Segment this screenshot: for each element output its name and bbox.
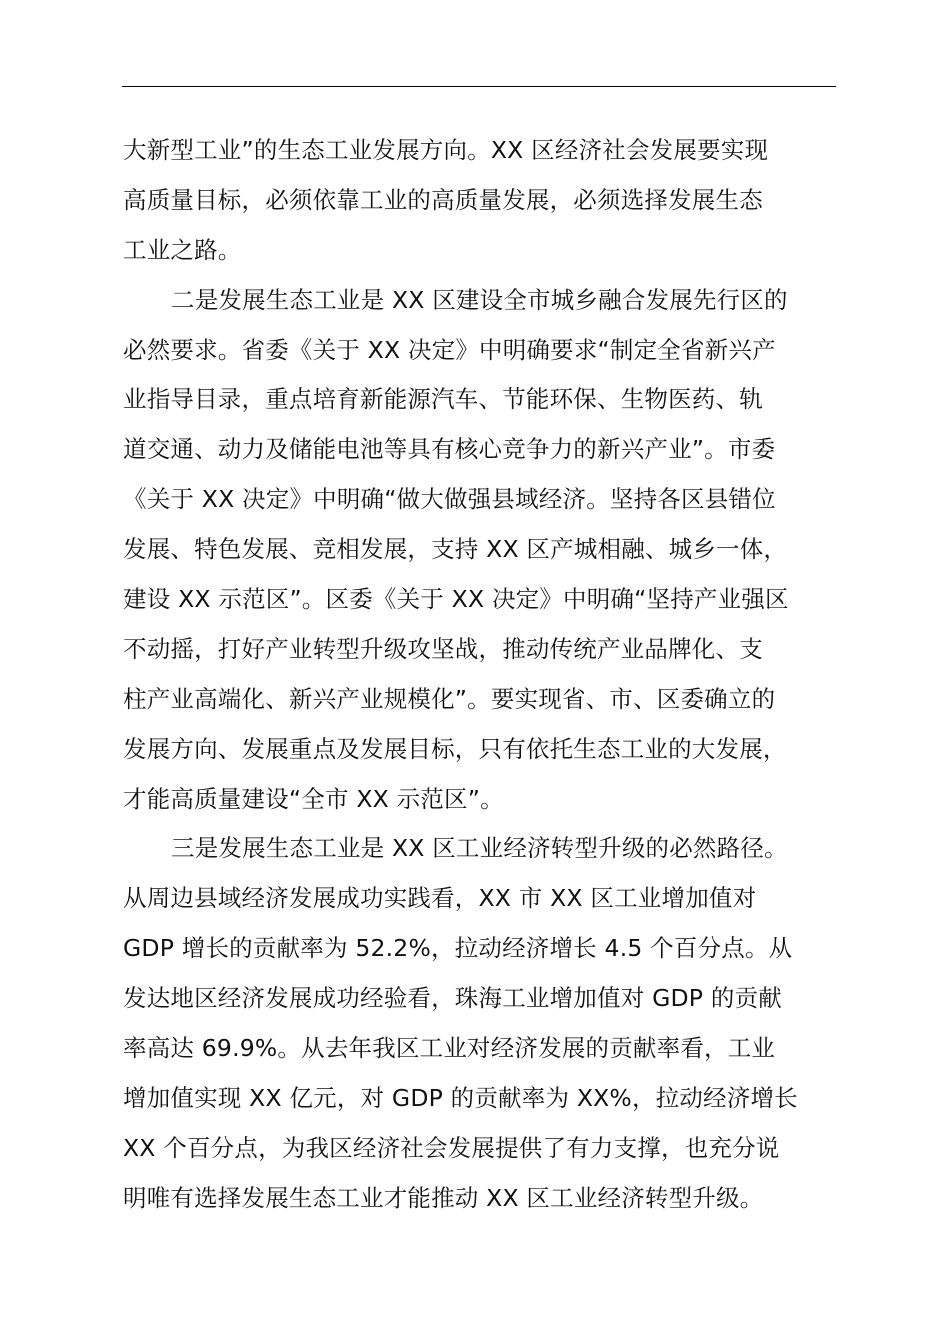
text-line: 工业之路。 bbox=[123, 235, 242, 264]
paragraph-start-line: 三是发展生态工业是 XX 区工业经济转型升级的必然路径。 bbox=[171, 834, 788, 863]
text-line: 建设 XX 示范区”。区委《关于 XX 决定》中明确“坚持产业强区 bbox=[123, 585, 789, 614]
text-line: 柱产业高端化、新兴产业规模化”。要实现省、市、区委确立的 bbox=[123, 684, 776, 713]
text-line: 业指导目录，重点培育新能源汽车、节能环保、生物医药、轨 bbox=[123, 385, 763, 414]
text-line: 高质量目标，必须依靠工业的高质量发展，必须选择发展生态 bbox=[123, 185, 763, 214]
text-line: 从周边县域经济发展成功实践看，XX 市 XX 区工业增加值对 bbox=[123, 884, 757, 913]
text-line: GDP 增长的贡献率为 52.2%，拉动经济增长 4.5 个百分点。从 bbox=[123, 934, 793, 963]
text-line: 才能高质量建设“全市 XX 示范区”。 bbox=[123, 784, 504, 813]
paragraph-start-line: 二是发展生态工业是 XX 区建设全市城乡融合发展先行区的 bbox=[171, 285, 788, 314]
text-line: XX 个百分点，为我区经济社会发展提供了有力支撑，也充分说 bbox=[123, 1133, 780, 1162]
text-line: 发展、特色发展、竞相发展，支持 XX 区产城相融、城乡一体， bbox=[123, 535, 788, 564]
text-line: 发展方向、发展重点及发展目标，只有依托生态工业的大发展， bbox=[123, 734, 787, 763]
text-line: 《关于 XX 决定》中明确“做大做强县域经济。坚持各区县错位 bbox=[123, 485, 776, 514]
text-line: 必然要求。省委《关于 XX 决定》中明确要求“制定全省新兴产 bbox=[123, 335, 776, 364]
header-rule bbox=[122, 86, 836, 87]
document-body bbox=[123, 126, 838, 1224]
text-line: 率高达 69.9%。从去年我区工业对经济发展的贡献率看，工业 bbox=[123, 1034, 776, 1063]
text-line: 道交通、动力及储能电池等具有核心竞争力的新兴产业”。市委 bbox=[123, 435, 776, 464]
text-line: 不动摇，打好产业转型升级攻坚战，推动传统产业品牌化、支 bbox=[123, 634, 763, 663]
text-line: 增加值实现 XX 亿元，对 GDP 的贡献率为 XX%，拉动经济增长 bbox=[123, 1083, 798, 1112]
text-line: 明唯有选择发展生态工业才能推动 XX 区工业经济转型升级。 bbox=[123, 1183, 764, 1212]
text-line: 大新型工业”的生态工业发展方向。XX 区经济社会发展要实现 bbox=[123, 136, 769, 164]
text-line: 发达地区经济发展成功经验看，珠海工业增加值对 GDP 的贡献 bbox=[123, 984, 782, 1013]
